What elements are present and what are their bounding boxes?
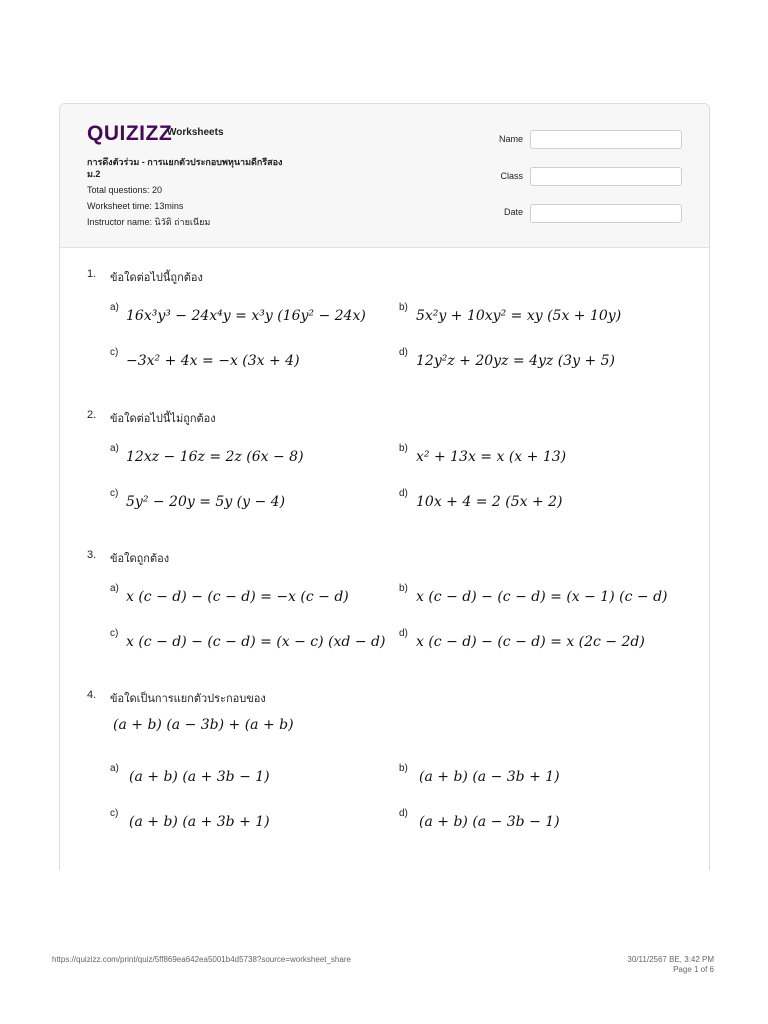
option-a[interactable]: 16x³y³ − 24x⁴y = x³y (16y² − 24x): [126, 308, 366, 324]
date-field[interactable]: [530, 204, 682, 223]
option-letter: b): [399, 443, 408, 454]
option-b[interactable]: x² + 13x = x (x + 13): [416, 449, 567, 465]
option-d[interactable]: (a + b) (a − 3b − 1): [419, 814, 560, 830]
class-field[interactable]: [530, 167, 682, 186]
option-d[interactable]: x (c − d) − (c − d) = x (2c − 2d): [416, 634, 645, 650]
option-letter: d): [399, 628, 408, 639]
option-d[interactable]: 12y²z + 20yz = 4yz (3y + 5): [416, 353, 615, 369]
option-letter: b): [399, 583, 408, 594]
option-c[interactable]: 5y² − 20y = 5y (y − 4): [126, 494, 286, 510]
option-b[interactable]: (a + b) (a − 3b + 1): [419, 769, 560, 785]
option-d[interactable]: 10x + 4 = 2 (5x + 2): [416, 494, 563, 510]
total-questions: Total questions: 20: [87, 185, 163, 195]
footer-page-number: Page 1 of 6: [673, 965, 714, 974]
footer-datetime: 30/11/2567 BE, 3:42 PM: [627, 955, 714, 964]
quizizz-logo: QUIZIZZ: [87, 122, 173, 145]
option-letter: c): [110, 488, 119, 499]
option-c[interactable]: −3x² + 4x = −x (3x + 4): [126, 353, 300, 369]
question-text: ข้อใดต่อไปนี้ไม่ถูกต้อง: [110, 413, 216, 425]
name-field[interactable]: [530, 130, 682, 149]
worksheet-title: การดึงตัวร่วม - การแยกตัวประกอบพหุนามดีกรีสอง ม.2: [87, 157, 283, 179]
question-number: 2.: [87, 409, 97, 421]
worksheet-header: [60, 104, 709, 248]
question-stem: (a + b) (a − 3b) + (a + b): [113, 717, 294, 733]
option-c[interactable]: (a + b) (a + 3b + 1): [129, 814, 270, 830]
option-letter: a): [110, 583, 119, 594]
name-label: Name: [498, 134, 523, 144]
logo-subtitle: Worksheets: [167, 127, 224, 138]
option-a[interactable]: x (c − d) − (c − d) = −x (c − d): [126, 589, 349, 605]
date-label: Date: [503, 207, 523, 217]
worksheet-sheet: [59, 103, 710, 870]
option-letter: d): [399, 808, 408, 819]
option-letter: a): [110, 302, 119, 313]
question-number: 1.: [87, 268, 97, 280]
option-b[interactable]: 5x²y + 10xy² = xy (5x + 10y): [416, 308, 622, 324]
question-number: 3.: [87, 549, 97, 561]
question-text: ข้อใดเป็นการแยกตัวประกอบของ: [110, 693, 266, 705]
option-a[interactable]: (a + b) (a + 3b − 1): [129, 769, 270, 785]
option-letter: d): [399, 488, 408, 499]
option-letter: a): [110, 443, 119, 454]
option-letter: a): [110, 763, 119, 774]
option-b[interactable]: x (c − d) − (c − d) = (x − 1) (c − d): [416, 589, 668, 605]
option-a[interactable]: 12xz − 16z = 2z (6x − 8): [126, 449, 304, 465]
option-letter: d): [399, 347, 408, 358]
option-letter: c): [110, 808, 119, 819]
class-label: Class: [500, 171, 523, 181]
question-text: ข้อใดต่อไปนี้ถูกต้อง: [110, 272, 203, 284]
option-letter: b): [399, 763, 408, 774]
option-letter: c): [110, 628, 119, 639]
option-letter: b): [399, 302, 408, 313]
option-c[interactable]: x (c − d) − (c − d) = (x − c) (xd − d): [126, 634, 386, 650]
option-letter: c): [110, 347, 119, 358]
footer-url[interactable]: https://quizizz.com/print/quiz/5ff869ea642ea5001b4d5738?source=worksheet_share: [52, 955, 351, 964]
instructor-name: Instructor name: นิวัติ ถ่ายเนียม: [87, 217, 211, 227]
worksheet-time: Worksheet time: 13mins: [87, 201, 184, 211]
question-number: 4.: [87, 689, 97, 701]
question-text: ข้อใดถูกต้อง: [110, 553, 170, 565]
